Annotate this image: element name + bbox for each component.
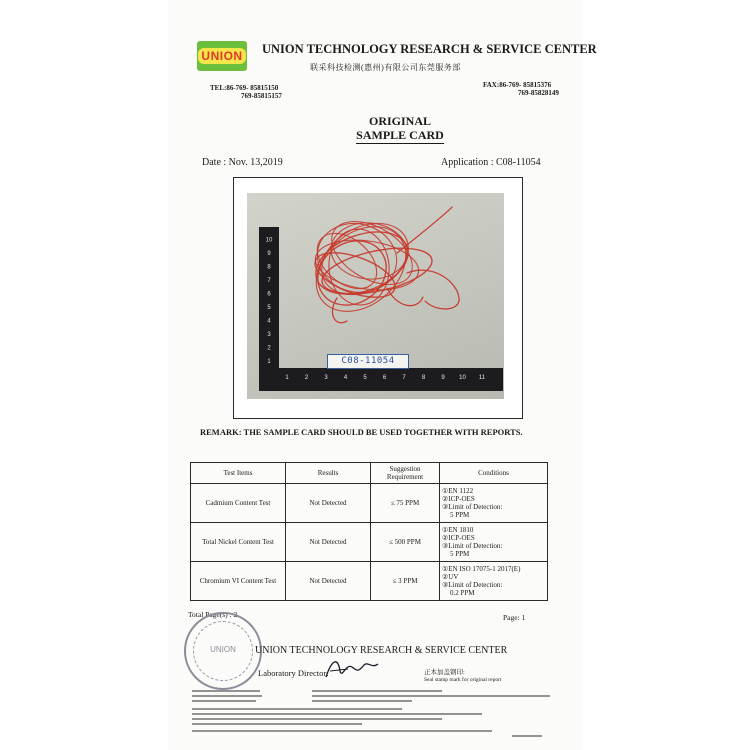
document-title	[330, 114, 470, 142]
condition-line: ①EN 1810	[442, 526, 474, 534]
ruler-number: 3	[267, 332, 271, 338]
results-table	[190, 462, 548, 601]
ruler-number: 6	[267, 291, 271, 298]
company-name-chinese: 联采科技检测(惠州)有限公司东莞服务部	[310, 63, 461, 72]
title-line-2: SAMPLE CARD	[356, 128, 444, 142]
wire-strand	[407, 270, 459, 309]
tel-line-2: 769-85815157	[241, 92, 282, 100]
stamp-note-chinese: 正本加盖钢印:	[424, 669, 465, 676]
ruler-number: 5	[267, 305, 271, 311]
logo-text: UNION	[198, 48, 245, 64]
test-conditions	[440, 562, 548, 601]
condition-line: 5 PPM	[450, 550, 470, 558]
director-signature	[322, 655, 382, 683]
ruler-number: 4	[343, 375, 348, 381]
table-row	[191, 484, 548, 523]
condition-line: ②UV	[442, 573, 459, 581]
ruler-number: 1	[285, 375, 289, 381]
total-pages: Total Page(s) : 2	[188, 610, 238, 619]
test-result: Not Detected	[286, 523, 371, 562]
report-date: Date : Nov. 13,2019	[202, 157, 283, 168]
ruler-number: 10	[265, 237, 273, 244]
test-requirement: ≤ 75 PPM	[371, 484, 440, 523]
condition-line: ③Limit of Detection:	[442, 581, 503, 589]
condition-line: ①EN ISO 17075-1 2017(E)	[442, 565, 521, 573]
wire-strand	[387, 288, 423, 306]
company-name: UNION TECHNOLOGY RESEARCH & SERVICE CENTER	[262, 42, 597, 56]
condition-line: ②ICP-OES	[442, 495, 475, 503]
test-requirement: ≤ 500 PPM	[371, 523, 440, 562]
title-line-1: ORIGINAL	[368, 114, 431, 128]
director-label: Laboratory Director:	[258, 668, 329, 678]
header-results: Results	[286, 463, 371, 484]
test-conditions	[440, 484, 548, 523]
ruler-number: 1	[267, 359, 271, 365]
condition-line: ①EN 1122	[442, 487, 474, 495]
fax-line-2: 769-85828149	[518, 89, 559, 97]
test-item: Chromium VI Content Test	[191, 562, 286, 601]
ruler-number: 5	[363, 375, 367, 381]
header-test-items: Test Items	[191, 463, 286, 484]
condition-line: ③Limit of Detection:	[442, 503, 503, 511]
table-row	[191, 523, 548, 562]
ruler-number: 3	[324, 375, 328, 381]
test-item: Cadmium Content Test	[191, 484, 286, 523]
ruler-number: 10	[459, 375, 466, 381]
ruler-number: 8	[421, 375, 426, 381]
page-number: Page: 1	[503, 613, 526, 622]
ruler-number: 11	[478, 375, 486, 381]
ruler-number: 7	[402, 375, 406, 381]
ruler-number: 7	[267, 278, 271, 284]
table-row	[191, 562, 548, 601]
test-item: Total Nickel Content Test	[191, 523, 286, 562]
table-header-row	[191, 463, 548, 484]
ruler-number: 9	[441, 375, 445, 381]
tel-line-1: TEL:86-769- 85815150	[210, 84, 279, 92]
fine-print	[192, 688, 562, 740]
condition-line: 5 PPM	[450, 511, 470, 519]
condition-line: ③Limit of Detection:	[442, 542, 503, 550]
ruler-number: 2	[304, 375, 309, 381]
ruler-number: 8	[267, 264, 271, 271]
wire-loop	[300, 209, 423, 328]
condition-line: 0.2 PPM	[450, 589, 475, 597]
fax-line-1: FAX:86-769- 85815376	[483, 81, 552, 89]
condition-line: ②ICP-OES	[442, 534, 475, 542]
remark-text: REMARK: THE SAMPLE CARD SHOULD BE USED TOGETHER WITH REPORTS.	[200, 427, 523, 437]
official-seal	[184, 612, 262, 690]
test-conditions	[440, 523, 548, 562]
test-result: Not Detected	[286, 484, 371, 523]
ruler-number: 6	[382, 375, 387, 381]
test-requirement: ≤ 3 PPM	[371, 562, 440, 601]
sample-id-label: C08-11054	[327, 354, 409, 369]
header-conditions: Conditions	[440, 463, 548, 484]
ruler-number: 2	[267, 345, 271, 352]
header-requirement: Suggestion Requirement	[371, 463, 440, 484]
stamp-note-english: Seal stamp mark for original report	[424, 677, 502, 683]
application-number: Application : C08-11054	[441, 157, 541, 168]
footer-company-name: UNION TECHNOLOGY RESEARCH & SERVICE CENTER	[255, 645, 508, 656]
seal-text: UNION	[210, 645, 236, 654]
union-logo	[197, 41, 247, 71]
ruler-number: 9	[267, 251, 271, 257]
wire-strand	[397, 207, 452, 253]
ruler-number: 4	[267, 318, 271, 325]
sample-photo	[247, 193, 504, 399]
test-result: Not Detected	[286, 562, 371, 601]
